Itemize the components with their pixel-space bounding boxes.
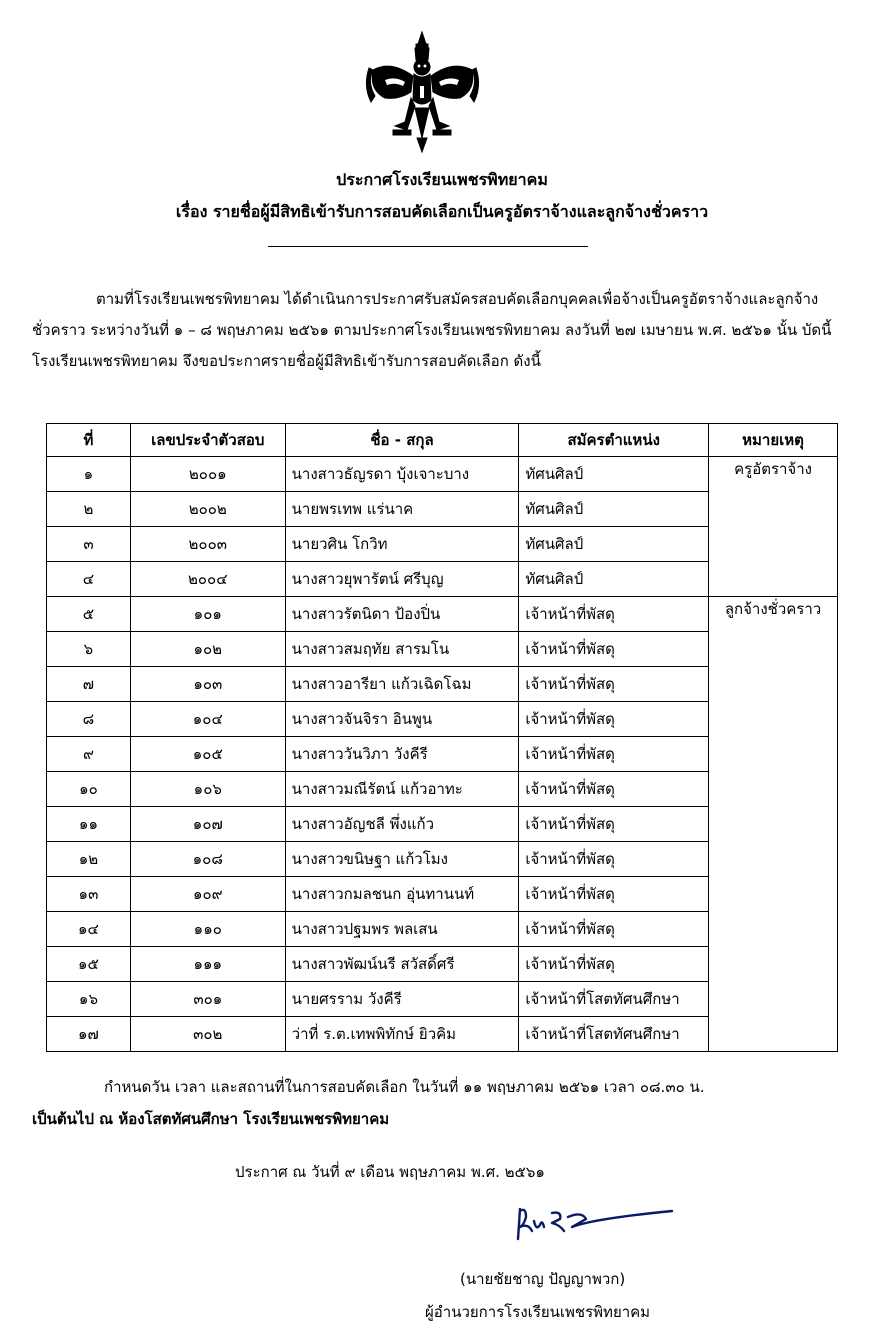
- signer-name: (นายชัยชาญ ปัญญาพวก): [460, 1270, 626, 1288]
- cell-exam-id: ๑๑๑: [130, 947, 285, 982]
- cell-no: ๑๒: [47, 842, 131, 877]
- cell-position: เจ้าหน้าที่พัสดุ: [519, 842, 709, 877]
- cell-no: ๑๔: [47, 912, 131, 947]
- table-row: [47, 457, 838, 492]
- cell-no: ๑๐: [47, 772, 131, 807]
- cell-remark: ลูกจ้างชั่วคราว: [709, 597, 838, 1052]
- cell-position: เจ้าหน้าที่โสตทัศนศึกษา: [519, 1017, 709, 1052]
- cell-name: นางสาวรัตนิดา ป้องปิ่น: [285, 597, 519, 632]
- cell-name: นายศรราม วังคีรี: [285, 982, 519, 1017]
- cell-position: เจ้าหน้าที่พัสดุ: [519, 947, 709, 982]
- cell-position: เจ้าหน้าที่พัสดุ: [519, 912, 709, 947]
- cell-exam-id: ๓๐๒: [130, 1017, 285, 1052]
- cell-position: เจ้าหน้าที่พัสดุ: [519, 807, 709, 842]
- intro-text: ตามที่โรงเรียนเพชรพิทยาคม ได้ดำเนินการประกาศรับสมัครสอบคัดเลือกบุคคลเพื่อจ้างเป็นครูอัตราจ้างและลูกจ้างชั่วคราว ระหว่างวันที่ ๑ – ๘ พฤษภาคม ๒๕๖๑ ตามประกาศโรงเรียนเพชรพิทยาคม ลงวันที่ ๒๗ เมษายน พ.ศ. ๒๕๖๑ นั้น บัดนี้ โรงเรียนเพชรพิทยาคม จึงขอประกาศรายชื่อผู้มีสิทธิเข้ารับการสอบคัดเลือก ดังนี้: [32, 290, 832, 370]
- intro-paragraph: [32, 284, 847, 377]
- cell-no: ๑๑: [47, 807, 131, 842]
- cell-position: เจ้าหน้าที่พัสดุ: [519, 737, 709, 772]
- cell-name: นางสาวอัญชลี พึ่งแก้ว: [285, 807, 519, 842]
- cell-exam-id: ๑๐๓: [130, 667, 285, 702]
- cell-name: นางสาวกมลชนก อุ่นทานนท์: [285, 877, 519, 912]
- cell-exam-id: ๑๐๔: [130, 702, 285, 737]
- cell-position: เจ้าหน้าที่โสตทัศนศึกษา: [519, 982, 709, 1017]
- title-divider: [268, 246, 588, 247]
- signer-position: ผู้อำนวยการโรงเรียนเพชรพิทยาคม: [425, 1303, 651, 1321]
- cell-remark: ครูอัตราจ้าง: [709, 457, 838, 597]
- col-header-exam-id: เลขประจำตัวสอบ: [130, 424, 285, 457]
- cell-position: เจ้าหน้าที่พัสดุ: [519, 632, 709, 667]
- cell-name: นางสาวธัญรดา บุ้งเจาะบาง: [285, 457, 519, 492]
- cell-exam-id: ๒๐๐๔: [130, 562, 285, 597]
- cell-no: ๙: [47, 737, 131, 772]
- exam-schedule-text-1: กำหนดวัน เวลา และสถานที่ในการสอบคัดเลือก ในวันที่ ๑๑ พฤษภาคม ๒๕๖๑ เวลา ๐๘.๓๐ น.: [104, 1078, 705, 1096]
- cell-name: นางสาวสมฤทัย สารมโน: [285, 632, 519, 667]
- cell-position: ทัศนศิลป์: [519, 527, 709, 562]
- cell-name: นางสาวพัฒน์นรี สวัสดิ์ศรี: [285, 947, 519, 982]
- col-header-position: สมัครตำแหน่ง: [519, 424, 709, 457]
- cell-position: ทัศนศิลป์: [519, 457, 709, 492]
- announcement-date: ประกาศ ณ วันที่ ๙ เดือน พฤษภาคม พ.ศ. ๒๕๖๑: [235, 1163, 545, 1181]
- cell-no: ๑๓: [47, 877, 131, 912]
- cell-exam-id: ๒๐๐๑: [130, 457, 285, 492]
- cell-name: นางสาวยุพารัตน์ ศรีบุญ: [285, 562, 519, 597]
- cell-no: ๖: [47, 632, 131, 667]
- cell-exam-id: ๑๑๐: [130, 912, 285, 947]
- cell-exam-id: ๒๐๐๓: [130, 527, 285, 562]
- col-header-remark: หมายเหตุ: [709, 424, 838, 457]
- cell-no: ๘: [47, 702, 131, 737]
- cell-position: เจ้าหน้าที่พัสดุ: [519, 702, 709, 737]
- cell-name: นางสาวปฐมพร พลเสน: [285, 912, 519, 947]
- cell-exam-id: ๓๐๑: [130, 982, 285, 1017]
- cell-name: นางสาวจันจิรา อินพูน: [285, 702, 519, 737]
- cell-position: ทัศนศิลป์: [519, 562, 709, 597]
- garuda-emblem: [365, 30, 480, 155]
- cell-no: ๓: [47, 527, 131, 562]
- cell-exam-id: ๑๐๖: [130, 772, 285, 807]
- cell-exam-id: ๑๐๑: [130, 597, 285, 632]
- announcement-subject: เรื่อง รายชื่อผู้มีสิทธิเข้ารับการสอบคัดเลือกเป็นครูอัตราจ้างและลูกจ้างชั่วคราว: [175, 202, 709, 221]
- cell-no: ๑๖: [47, 982, 131, 1017]
- cell-position: เจ้าหน้าที่พัสดุ: [519, 772, 709, 807]
- cell-name: นางสาววันวิภา วังคีรี: [285, 737, 519, 772]
- cell-name: นายพรเทพ แร่นาค: [285, 492, 519, 527]
- cell-no: ๒: [47, 492, 131, 527]
- cell-exam-id: ๑๐๗: [130, 807, 285, 842]
- cell-position: เจ้าหน้าที่พัสดุ: [519, 597, 709, 632]
- cell-name: นายวศิน โกวิท: [285, 527, 519, 562]
- candidate-table: [46, 423, 838, 1052]
- cell-position: เจ้าหน้าที่พัสดุ: [519, 667, 709, 702]
- cell-name: นางสาวอารียา แก้วเฉิดโฉม: [285, 667, 519, 702]
- exam-schedule-line-2: เป็นต้นไป ณ ห้องโสตทัศนศึกษา โรงเรียนเพชรพิทยาคม: [32, 1110, 390, 1128]
- cell-no: ๔: [47, 562, 131, 597]
- cell-no: ๕: [47, 597, 131, 632]
- cell-name: ว่าที่ ร.ต.เทพพิทักษ์ ยิวคิม: [285, 1017, 519, 1052]
- table-header-row: [47, 424, 838, 457]
- director-signature: [512, 1203, 680, 1245]
- cell-no: ๑๕: [47, 947, 131, 982]
- col-header-no: ที่: [47, 424, 131, 457]
- cell-exam-id: ๑๐๘: [130, 842, 285, 877]
- cell-name: นางสาวขนิษฐา แก้วโมง: [285, 842, 519, 877]
- cell-exam-id: ๒๐๐๒: [130, 492, 285, 527]
- cell-position: ทัศนศิลป์: [519, 492, 709, 527]
- cell-exam-id: ๑๐๙: [130, 877, 285, 912]
- cell-exam-id: ๑๐๕: [130, 737, 285, 772]
- exam-schedule-line-1: [32, 1072, 847, 1103]
- col-header-name: ชื่อ - สกุล: [285, 424, 519, 457]
- table-row: [47, 597, 838, 632]
- cell-no: ๑: [47, 457, 131, 492]
- announcement-title: ประกาศโรงเรียนเพชรพิทยาคม: [336, 170, 548, 189]
- cell-no: ๑๗: [47, 1017, 131, 1052]
- cell-no: ๗: [47, 667, 131, 702]
- cell-position: เจ้าหน้าที่พัสดุ: [519, 877, 709, 912]
- cell-name: นางสาวมณีรัตน์ แก้วอาทะ: [285, 772, 519, 807]
- cell-exam-id: ๑๐๒: [130, 632, 285, 667]
